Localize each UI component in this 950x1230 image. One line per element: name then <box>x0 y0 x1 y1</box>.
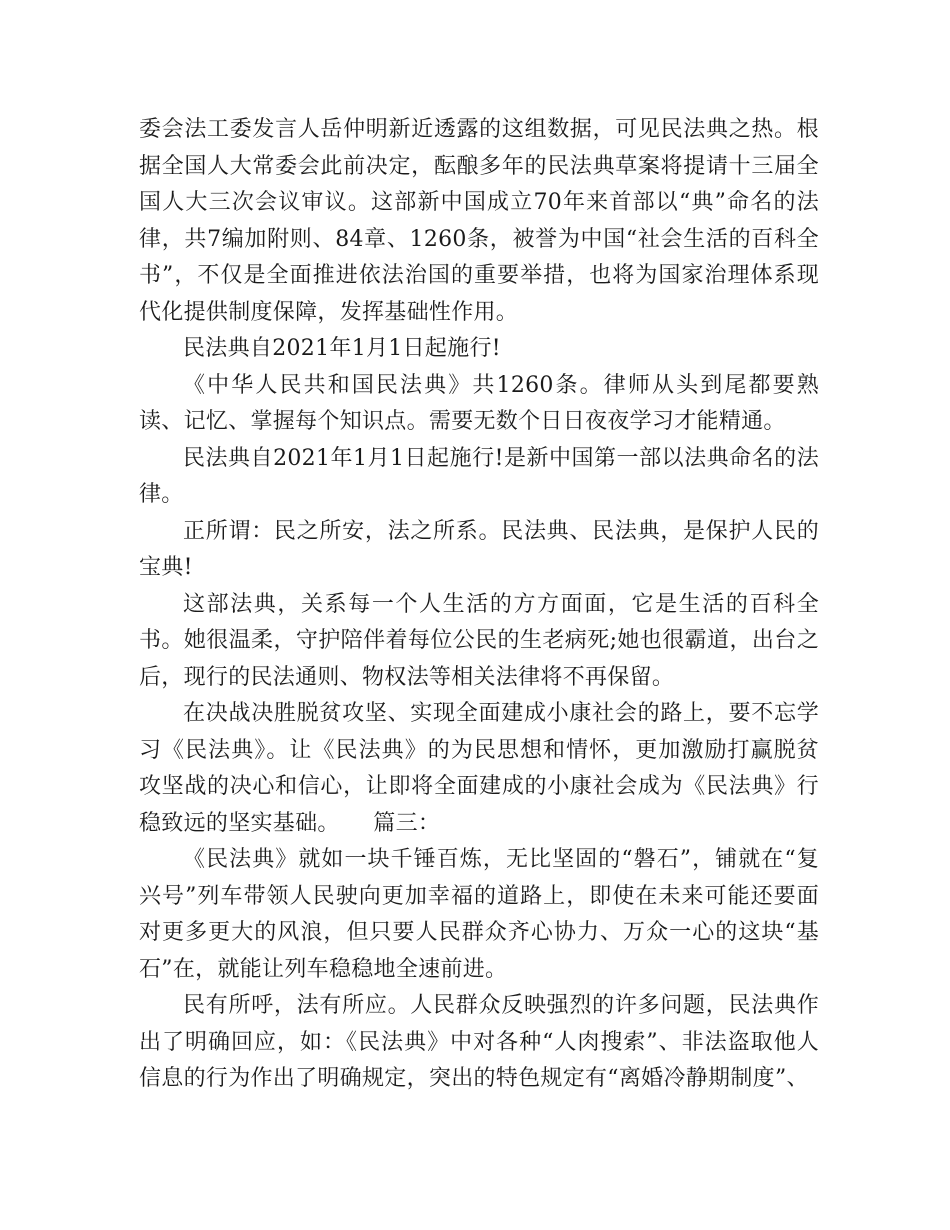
paragraph: 民法典自2021年1月1日起施行!是新中国第一部以法典命名的法律。 <box>139 445 819 507</box>
paragraph: 正所谓：民之所安，法之所系。民法典、民法典，是保护人民的宝典! <box>139 518 819 580</box>
paragraph: 这部法典，关系每一个人生活的方方面面，它是生活的百科全书。她很温柔，守护陪伴着每位公民的生老病死;她也很霸道，出台之后，现行的民法通则、物权法等相关法律将不再保留。 <box>139 591 819 690</box>
paragraph: 《民法典》就如一块千锤百炼，无比坚固的“磐石”，铺就在“复兴号”列车带领人民驶向更加幸福的道路上，即使在未来可能还要面对更多更大的风浪，但只要人民群众齐心协力、万众一心的这块“基石”在，就能让列车稳稳地全速前进。 <box>139 847 819 982</box>
paragraph: 民法典自2021年1月1日起施行! <box>183 336 501 361</box>
document-body <box>139 112 819 1098</box>
paragraph-continued: 委会法工委发言人岳仲明新近透露的这组数据，可见民法典之热。根据全国人大常委会此前决定，酝酿多年的民法典草案将提请十三届全国人大三次会议审议。这部新中国成立70年来首部以“典”命名的法律，共7编加附则、84章、1260条，被誉为中国“社会生活的百科全书”，不仅是全面推进依法治国的重要举措，也将为国家治理体系现代化提供制度保障，发挥基础性作用。 <box>139 117 819 325</box>
paragraph: 民有所呼，法有所应。人民群众反映强烈的许多问题，民法典作出了明确回应，如：《民法典》中对各种“人肉搜索”、非法盗取他人信息的行为作出了明确规定，突出的特色规定有“离婚冷静期制度”、 <box>139 993 819 1091</box>
paragraph: 《中华人民共和国民法典》共1260条。律师从头到尾都要熟读、记忆、掌握每个知识点。需要无数个日日夜夜学习才能精通。 <box>139 372 819 434</box>
paragraph: 在决战决胜脱贫攻坚、实现全面建成小康社会的路上，要不忘学习《民法典》。让《民法典》的为民思想和情怀，更加激励打赢脱贫攻坚战的决心和信心，让即将全面建成的小康社会成为《民法典》行稳致远的坚实基础。 篇三： <box>139 701 819 836</box>
